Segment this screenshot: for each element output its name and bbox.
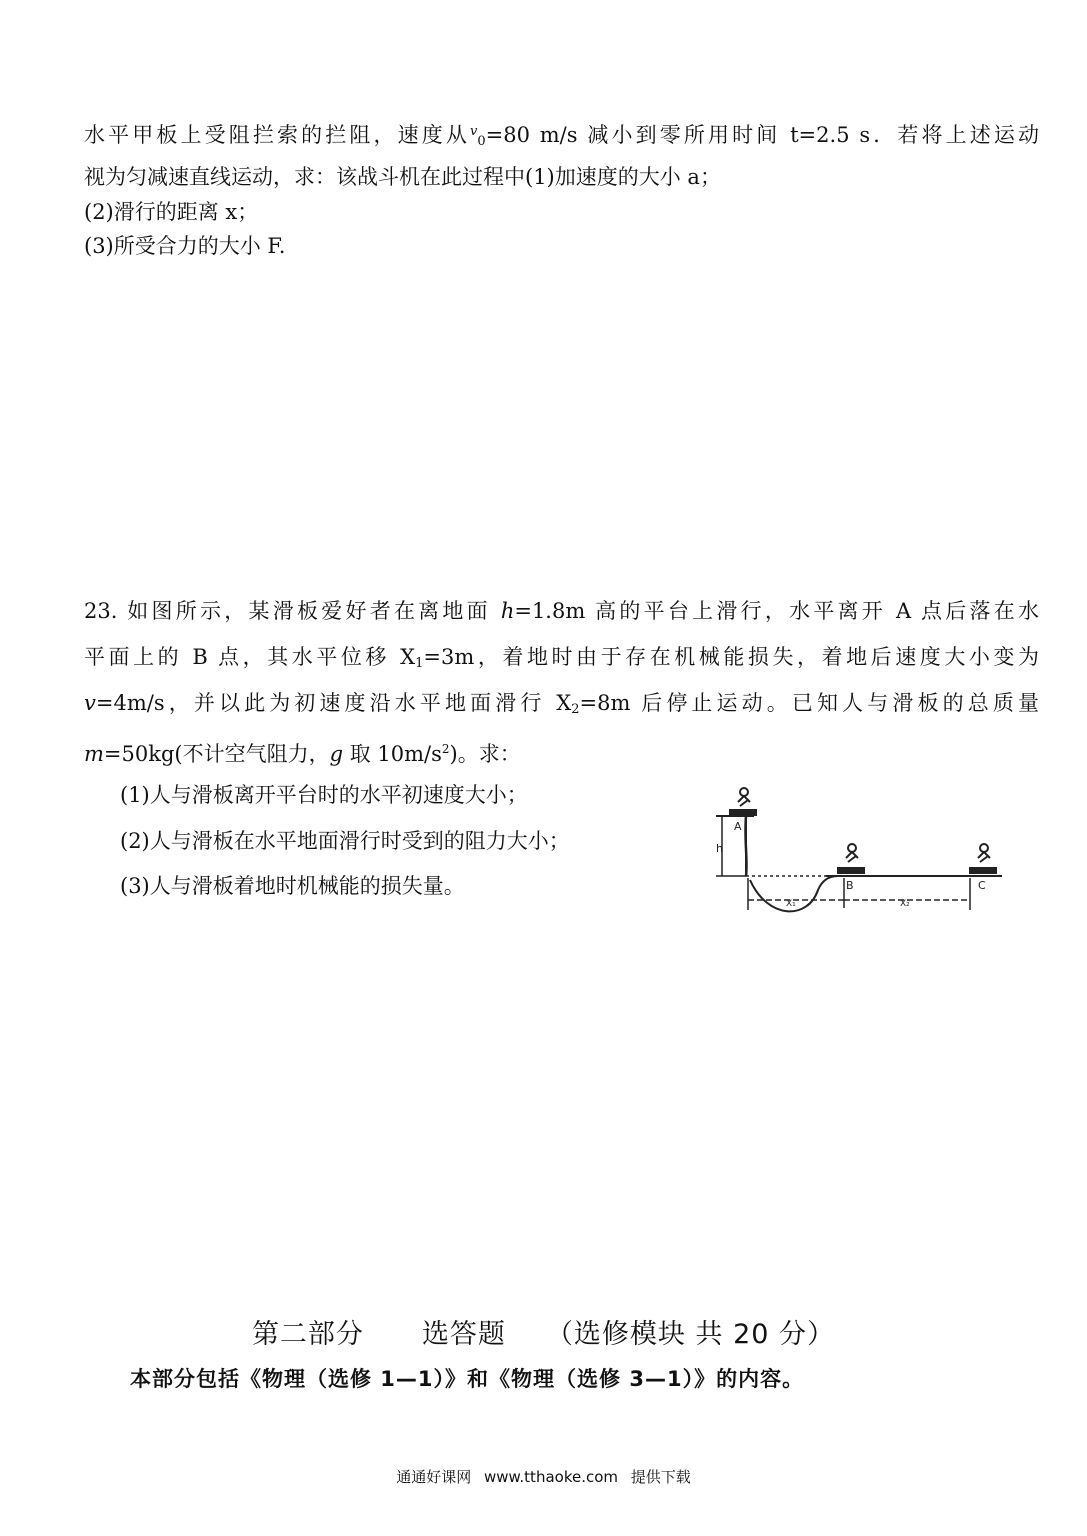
q22-line-2: 视为匀减速直线运动，求：该战斗机在此过程中(1)加速度的大小 a； [84,165,721,189]
q22-line-1 [84,118,1039,156]
q23-text: =1.8m 高的平台上滑行，水平离开 A 点后落在水 [514,599,1039,623]
m-symbol: m [84,742,104,766]
q22-line-3: (2)滑行的距离 x； [84,200,259,224]
q23-text: 23. 如图所示，某滑板爱好者在离地面 [84,599,501,623]
skater-c-body [978,852,990,862]
q23-item-3: (3)人与滑板着地时机械能的损失量。 [120,874,465,898]
skateboard-figure [708,780,1008,920]
label-x1: X₁ [786,899,796,909]
q22-text: =80 m/s 减小到零所用时间 t=2.5 s．若将上述运动 [485,123,1039,147]
g-symbol: g [329,742,344,766]
label-b: B [846,879,854,892]
q23-text: =4m/s，并以此为初速度沿水平地面滑行 X [95,691,572,715]
q23-line-4 [84,735,521,768]
q23-text: 取 10m/s [343,742,442,766]
q22-text: 水平甲板上受阻拦索的拦阻，速度从 [84,123,470,147]
label-c: C [978,879,986,892]
label-x2: X₂ [900,899,910,909]
q23-text: )。求： [449,742,521,766]
section-title [0,1312,1087,1351]
v-symbol: v [84,691,96,715]
q23-line-1 [84,597,1039,625]
q23-item-1: (1)人与滑板离开平台时的水平初速度大小； [120,783,528,807]
footer-url: www.tthaoke.com [483,1468,619,1486]
h-symbol: h [500,599,515,623]
v0-subscript: 0 [477,134,486,149]
squared-superscript: 2 [441,742,450,756]
q23-line-2 [84,643,1039,678]
page-footer [0,1466,1087,1487]
x2-subscript: 2 [571,702,580,717]
q22-line-4: (3)所受合力的大小 F. [84,234,286,258]
section-part: 第二部分 [251,1319,364,1350]
board-a [730,810,756,815]
label-a: A [734,820,742,833]
skater-b-body [846,852,858,862]
q23-line-3 [84,689,1039,724]
section-description: 本部分包括《物理（选修 1—1）》和《物理（选修 3—1）》的内容。 [130,1367,805,1391]
q23-text: 平面上的 B 点，其水平位移 X [84,645,416,669]
label-h: h [716,842,723,855]
v0-symbol: v [470,124,478,139]
q23-text: =3m，着地时由于存在机械能损失，着地后速度大小变为 [423,645,1039,669]
platform-wall [745,816,746,876]
board-c [970,868,996,873]
footer-suffix: 提供下载 [630,1468,691,1486]
board-b [838,868,864,873]
section-module: （选修模块 共 20 分） [545,1319,836,1350]
x1-subscript: 1 [415,656,424,671]
section-name: 选答题 [421,1319,506,1350]
footer-site: 通通好课网 [396,1468,472,1486]
q23-item-2: (2)人与滑板在水平地面滑行时受到的阻力大小； [120,829,570,853]
q23-text: =8m 后停止运动。已知人与滑板的总质量 [579,691,1039,715]
q23-text: =50kg(不计空气阻力， [103,742,330,766]
skater-a-body [738,796,750,806]
